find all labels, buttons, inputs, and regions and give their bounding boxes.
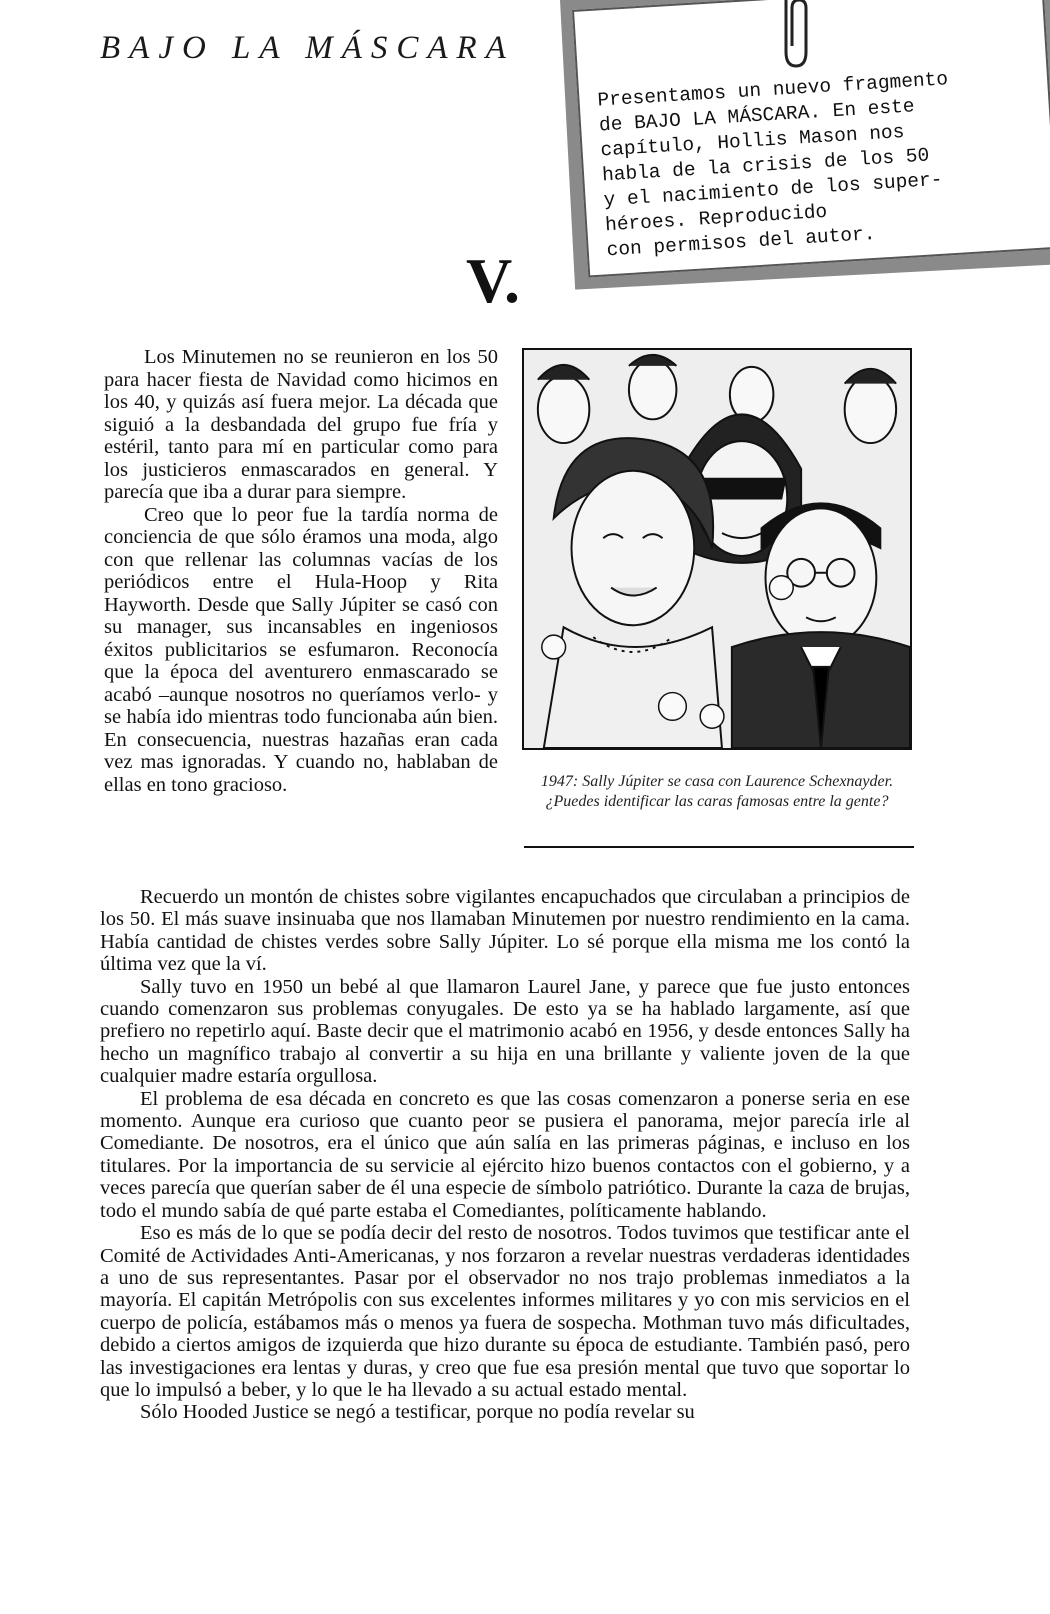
- paragraph: Eso es más de lo que se podía decir del resto de nosotros. Todos tuvimos que testificar ante el Comité de Actividades Anti-Americanas, y nos forzaron a revelar nuestras verdaderas identidades a uno de sus representantes. Pasar por el observador no nos trajo problemas inmediatos a la mayoría. El capitán Metrópolis con sus excelentes informes militares y yo con mis servicios en el cuerpo de policía, estábamos más o menos ya fuera de sospecha. Mothman tuvo más dificultades, debido a ciertos amigos de izquierda que hizo durante su época de estudiante. También pasó, pero las investigaciones era lentas y duras, y creo que fue esa presión mental que tuvo que soportar lo que lo impulsó a beber, y lo que le ha llevado a su actual estado mental.: [100, 1222, 910, 1401]
- main-body-text: [100, 886, 910, 1424]
- paragraph: El problema de esa década en concreto es que las cosas comenzaron a ponerse seria en ese momento. Aunque era curioso que cuanto peor se pusiera el panorama, mejor parecía irle al Comediante. De nosotros, era el único que aún salía en las primeras páginas, e incluso en los titulares. Por la importancia de su servicie al ejército hizo buenos contactos con el gobierno, y a veces parecía que querían saber de él una especie de símbolo patriótico. Durante la caza de brujas, todo el mundo sabía de qué parte estaba el Comediantes, políticamente hablando.: [100, 1087, 910, 1222]
- left-column-text: [104, 346, 498, 796]
- wedding-illustration: [522, 348, 912, 750]
- paragraph: Sólo Hooded Justice se negó a testificar, porque no podía revelar su: [140, 1401, 695, 1424]
- paragraph: Recuerdo un montón de chistes sobre vigilantes encapuchados que circulaban a principios de los 50. El más suave insinuaba que nos llamaban Minutemen por nuestro rendimiento en la cama. Había cantidad de chistes verdes sobre Sally Júpiter. Lo sé porque ella misma me los contó la última vez que la ví.: [100, 886, 910, 976]
- wedding-illustration-drawing: [524, 350, 910, 748]
- chapter-numeral: V.: [466, 245, 520, 316]
- page-title: BAJO LA MÁSCARA: [100, 30, 515, 66]
- editor-note-text: Presentamos un nuevo fragmento de BAJO LA MÁSCARA. En este capítulo, Hollis Mason nos habla de la crisis de los 50 y el nacimiento de los super- héroes. Reproducido con permisos del autor.: [596, 68, 949, 262]
- paragraph: Creo que lo peor fue la tardía norma de conciencia de que sólo éramos una moda, algo con que rellenar las columnas vacías de los periódicos entre el Hula-Hoop y Rita Hayworth. Desde que Sally Júpiter se casó con su manager, sus incansables en ingeniosos éxitos publicitarios se esfumaron. Reconocía que la época del aventurero enmascarado se acabó –aunque nosotros no queríamos verlo- y se había ido mientras todo funcionaba aún bien. En consecuencia, nuestras hazañas eran cada vez mas ignoradas. Y cuando no, hablaban de ellas en tono gracioso.: [104, 503, 498, 796]
- figure-caption: 1947: Sally Júpiter se casa con Laurence Schexnayder. ¿Puedes identificar las caras famosas entre la gente?: [540, 773, 894, 810]
- paragraph: Sally tuvo en 1950 un bebé al que llamaron Laurel Jane, y parece que fue justo entonces cuando comenzaron sus problemas conyugales. De esto ya se ha hablado largamente, así que prefiero no repetirlo aquí. Baste decir que el matrimonio acabó en 1956, y desde entonces Sally ha hecho un magnífico trabajo al convertir a su hija en una brillante y valiente joven de la que cualquier madre estaría orgullosa.: [100, 975, 910, 1088]
- caption-divider: [524, 846, 914, 848]
- paperclip-icon: [772, 0, 816, 72]
- paragraph: Los Minutemen no se reunieron en los 50 para hacer fiesta de Navidad como hicimos en los 40, y quizás así fuera mejor. La década que siguió a la desbandada del grupo fue fría y estéril, tanto para mí en particular como para los justicieros enmascarados en general. Y parecía que iba a durar para siempre.: [104, 346, 498, 503]
